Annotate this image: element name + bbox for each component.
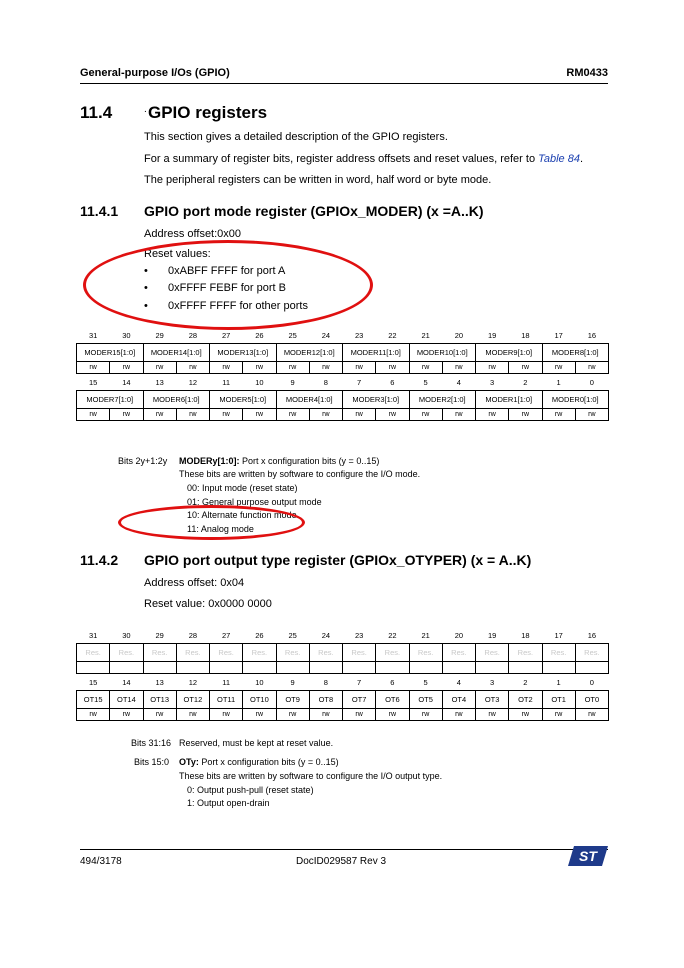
moder-title: GPIO port mode register (GPIOx_MODER) (x =A..K) [144, 203, 484, 219]
bit-number: 12 [188, 377, 198, 387]
section-title: GPIO registers [148, 103, 268, 122]
bit-number: 23 [354, 630, 364, 640]
doc-id: DocID029587 Rev 3 [296, 856, 387, 867]
register-field: MODER14[1:0] [143, 344, 210, 362]
access-type: rw [210, 709, 243, 721]
reserved-field: Res. [276, 644, 309, 662]
bit-number: 7 [357, 677, 362, 687]
access-type: rw [77, 409, 110, 421]
bit-number: 29 [155, 630, 164, 640]
reserved-field: Res. [343, 644, 376, 662]
access-type: rw [376, 709, 409, 721]
access-row [77, 409, 609, 421]
section-p1: This section gives a detailed description of the GPIO registers. [144, 131, 448, 143]
bit-number: 15 [88, 677, 98, 687]
section-p2-end: . [579, 153, 584, 165]
access-row [77, 362, 609, 374]
access-type: rw [309, 709, 342, 721]
register-field: MODER11[1:0] [343, 344, 410, 362]
bit-number: 14 [122, 377, 131, 387]
reserved-field: Res. [442, 644, 475, 662]
register-field: OT5 [409, 691, 442, 709]
access-type: rw [276, 362, 309, 374]
moder-number: 11.4.1 [80, 203, 119, 219]
empty-access-row [77, 662, 609, 674]
bit-number: 1 [556, 677, 561, 687]
reset-item: 0xFFFF FFFF for other ports [168, 300, 308, 312]
bit-number: 3 [490, 377, 495, 387]
moder-desc-option: 00: Input mode (reset state) [187, 483, 298, 493]
bullet-icon: • [144, 265, 148, 277]
access-type: rw [343, 409, 376, 421]
bit-number: 25 [288, 630, 297, 640]
bullet-icon: • [144, 282, 148, 294]
bit-number: 5 [423, 377, 428, 387]
register-field: MODER1[1:0] [476, 391, 543, 409]
reserved-field: Res. [476, 644, 509, 662]
moder-desc-option: 01: General purpose output mode [187, 497, 322, 507]
footer-rule [80, 849, 608, 850]
register-field: MODER0[1:0] [542, 391, 609, 409]
access-type: rw [143, 362, 176, 374]
reset-item: 0xABFF FFFF for port A [168, 265, 286, 277]
bit-number: 16 [587, 630, 597, 640]
header-rule [80, 83, 608, 84]
bit-number: 11 [222, 677, 231, 687]
otyper-desc2-summary: Port x configuration bits (y = 0..15) [198, 757, 339, 767]
access-type: rw [176, 409, 209, 421]
reserved-field: Res. [210, 644, 243, 662]
empty-cell [176, 662, 209, 674]
access-type: rw [409, 709, 442, 721]
header-right: RM0433 [566, 67, 608, 79]
empty-cell [343, 662, 376, 674]
otyper-title: GPIO port output type register (GPIOx_OTYPER) (x = A..K) [144, 552, 532, 568]
register-field: OT11 [210, 691, 243, 709]
bit-number: 10 [255, 377, 264, 387]
access-type: rw [110, 362, 143, 374]
moder-desc-line: These bits are written by software to configure the I/O mode. [179, 469, 421, 479]
moder-desc-bits: Bits 2y+1:2y [118, 456, 168, 466]
bit-number: 11 [222, 377, 231, 387]
register-field: OT1 [542, 691, 575, 709]
reserved-field: Res. [77, 644, 110, 662]
bit-number: 2 [523, 377, 528, 387]
empty-cell [442, 662, 475, 674]
access-type: rw [575, 709, 608, 721]
access-type: rw [243, 362, 276, 374]
register-field: MODER10[1:0] [409, 344, 476, 362]
access-type: rw [442, 362, 475, 374]
bit-number: 4 [456, 677, 461, 687]
empty-cell [276, 662, 309, 674]
access-type: rw [110, 709, 143, 721]
register-field: OT12 [176, 691, 209, 709]
bit-number: 25 [288, 330, 297, 340]
bit-number: 8 [323, 377, 328, 387]
bit-number: 21 [421, 630, 430, 640]
access-type: rw [476, 409, 509, 421]
red-annotation-ellipse [118, 505, 305, 540]
access-row [77, 709, 609, 721]
access-type: rw [542, 409, 575, 421]
empty-cell [376, 662, 409, 674]
bit-number: 18 [521, 330, 530, 340]
bit-number: 7 [357, 377, 362, 387]
bit-number: 16 [587, 330, 597, 340]
register-field: MODER15[1:0] [77, 344, 144, 362]
register-field: MODER3[1:0] [343, 391, 410, 409]
access-type: rw [77, 362, 110, 374]
register-field: OT7 [343, 691, 376, 709]
register-field: OT15 [77, 691, 110, 709]
moder-desc-summary: Port x configuration bits (y = 0..15) [239, 456, 380, 466]
bit-number: 20 [454, 330, 464, 340]
access-type: rw [210, 409, 243, 421]
bit-number: 23 [354, 330, 364, 340]
bit-number: 13 [155, 677, 164, 687]
bit-number: 12 [188, 677, 198, 687]
register-field: MODER2[1:0] [409, 391, 476, 409]
bit-number: 22 [388, 330, 397, 340]
access-type: rw [143, 709, 176, 721]
bit-number: 5 [423, 677, 428, 687]
access-type: rw [110, 409, 143, 421]
access-type: rw [542, 362, 575, 374]
register-field: MODER4[1:0] [276, 391, 343, 409]
section-number: 11.4 [80, 103, 113, 122]
access-type: rw [575, 362, 608, 374]
bit-number: 21 [421, 330, 430, 340]
section-p3: The peripheral registers can be written in word, half word or byte mode. [144, 174, 492, 186]
moder-desc-option: 10: Alternate function mode [187, 510, 297, 520]
section-dot: . [144, 104, 147, 115]
otyper-desc2-name: OTy: [179, 757, 199, 767]
table-84-link[interactable]: Table 84 [538, 153, 580, 165]
otyper-desc1-bits: Bits 31:16 [131, 738, 172, 748]
reserved-field: Res. [575, 644, 608, 662]
moder-address: Address offset:0x00 [144, 228, 242, 240]
register-field: MODER13[1:0] [210, 344, 277, 362]
access-type: rw [210, 362, 243, 374]
register-field: MODER7[1:0] [77, 391, 144, 409]
reserved-row [77, 644, 609, 662]
access-type: rw [343, 362, 376, 374]
access-type: rw [176, 709, 209, 721]
bit-numbers-row [77, 327, 609, 344]
bit-numbers-row [77, 674, 609, 691]
access-type: rw [509, 409, 542, 421]
otyper-desc1-text: Reserved, must be kept at reset value. [179, 738, 334, 748]
moder-reset-label: Reset values: [144, 248, 211, 260]
register-field: OT9 [276, 691, 309, 709]
bit-number: 31 [88, 330, 98, 340]
bit-numbers-row [77, 374, 609, 391]
access-type: rw [509, 362, 542, 374]
access-type: rw [143, 409, 176, 421]
bit-number: 1 [556, 377, 561, 387]
empty-cell [110, 662, 143, 674]
access-type: rw [476, 362, 509, 374]
otyper-reset: Reset value: 0x0000 0000 [144, 598, 272, 610]
bit-number: 17 [554, 330, 563, 340]
register-field: MODER6[1:0] [143, 391, 210, 409]
bit-number: 8 [323, 677, 328, 687]
access-type: rw [476, 709, 509, 721]
empty-cell [476, 662, 509, 674]
moder-desc-header [179, 455, 379, 468]
otyper-desc2-option: 0: Output push-pull (reset state) [187, 785, 314, 795]
register-field: OT14 [110, 691, 143, 709]
reserved-field: Res. [243, 644, 276, 662]
bit-number: 27 [221, 330, 231, 340]
bit-number: 18 [521, 630, 530, 640]
reserved-field: Res. [542, 644, 575, 662]
register-field: OT4 [442, 691, 475, 709]
bit-number: 28 [188, 630, 198, 640]
access-type: rw [509, 709, 542, 721]
access-type: rw [542, 709, 575, 721]
field-row [77, 691, 609, 709]
register-field: OT2 [509, 691, 542, 709]
access-type: rw [442, 409, 475, 421]
page-number: 494/3178 [80, 856, 122, 867]
empty-cell [77, 662, 110, 674]
reserved-field: Res. [143, 644, 176, 662]
bit-number: 24 [321, 630, 331, 640]
bit-number: 10 [255, 677, 264, 687]
register-field: MODER5[1:0] [210, 391, 277, 409]
reserved-field: Res. [110, 644, 143, 662]
empty-cell [243, 662, 276, 674]
bit-number: 2 [523, 677, 528, 687]
bit-number: 0 [589, 677, 594, 687]
access-type: rw [409, 362, 442, 374]
bit-number: 26 [255, 330, 264, 340]
section-p2-text: For a summary of register bits, register address offsets and reset values, refer to [144, 153, 539, 165]
bit-number: 22 [388, 630, 397, 640]
access-type: rw [376, 409, 409, 421]
field-row [77, 344, 609, 362]
bit-number: 20 [454, 630, 464, 640]
otyper-desc2-line: These bits are written by software to configure the I/O output type. [179, 771, 443, 781]
bit-number: 30 [122, 630, 131, 640]
register-field: OT8 [309, 691, 342, 709]
register-field: OT13 [143, 691, 176, 709]
otyper-register-table [76, 627, 609, 721]
access-type: rw [243, 409, 276, 421]
moder-desc-option: 11: Analog mode [187, 524, 254, 534]
empty-cell [509, 662, 542, 674]
section-p2 [144, 153, 583, 165]
bit-number: 0 [589, 377, 594, 387]
bit-number: 6 [390, 677, 395, 687]
empty-cell [575, 662, 608, 674]
empty-cell [210, 662, 243, 674]
otyper-address: Address offset: 0x04 [144, 577, 245, 589]
bit-number: 24 [321, 330, 331, 340]
access-type: rw [309, 362, 342, 374]
red-annotation-ellipse [83, 240, 373, 330]
empty-cell [309, 662, 342, 674]
register-field: OT10 [243, 691, 276, 709]
reserved-field: Res. [509, 644, 542, 662]
access-type: rw [442, 709, 475, 721]
st-logo-icon [568, 845, 608, 867]
reserved-field: Res. [409, 644, 442, 662]
access-type: rw [276, 709, 309, 721]
access-type: rw [77, 709, 110, 721]
bit-number: 29 [155, 330, 164, 340]
bit-number: 31 [88, 630, 98, 640]
st-logo-text: ST [579, 848, 597, 864]
otyper-desc2-header [179, 756, 339, 769]
access-type: rw [243, 709, 276, 721]
field-row [77, 391, 609, 409]
header-left: General-purpose I/Os (GPIO) [80, 67, 230, 79]
empty-cell [409, 662, 442, 674]
moder-desc-name: MODERy[1:0]: [179, 456, 240, 466]
bit-number: 17 [554, 630, 563, 640]
bit-number: 19 [487, 630, 497, 640]
access-type: rw [376, 362, 409, 374]
bit-number: 13 [155, 377, 164, 387]
access-type: rw [575, 409, 608, 421]
register-field: OT6 [376, 691, 409, 709]
bit-number: 9 [290, 377, 295, 387]
access-type: rw [409, 409, 442, 421]
bit-number: 28 [188, 330, 198, 340]
otyper-number: 11.4.2 [80, 552, 119, 568]
moder-register-table [76, 327, 609, 421]
access-type: rw [343, 709, 376, 721]
bit-numbers-row [77, 627, 609, 644]
register-field: MODER9[1:0] [476, 344, 543, 362]
bit-number: 4 [456, 377, 461, 387]
bit-number: 26 [255, 630, 264, 640]
access-type: rw [176, 362, 209, 374]
access-type: rw [276, 409, 309, 421]
otyper-desc2-bits: Bits 15:0 [134, 757, 170, 767]
register-field: OT0 [575, 691, 608, 709]
reserved-field: Res. [376, 644, 409, 662]
bit-number: 30 [122, 330, 131, 340]
otyper-desc2-option: 1: Output open-drain [187, 798, 270, 808]
bullet-icon: • [144, 300, 148, 312]
reset-item: 0xFFFF FEBF for port B [168, 282, 286, 294]
bit-number: 9 [290, 677, 295, 687]
access-type: rw [309, 409, 342, 421]
register-field: MODER8[1:0] [542, 344, 609, 362]
bit-number: 6 [390, 377, 395, 387]
bit-number: 14 [122, 677, 131, 687]
bit-number: 27 [221, 630, 231, 640]
bit-number: 15 [88, 377, 98, 387]
empty-cell [542, 662, 575, 674]
empty-cell [143, 662, 176, 674]
bit-number: 3 [490, 677, 495, 687]
reserved-field: Res. [309, 644, 342, 662]
register-field: MODER12[1:0] [276, 344, 343, 362]
register-field: OT3 [476, 691, 509, 709]
bit-number: 19 [487, 330, 497, 340]
reserved-field: Res. [176, 644, 209, 662]
